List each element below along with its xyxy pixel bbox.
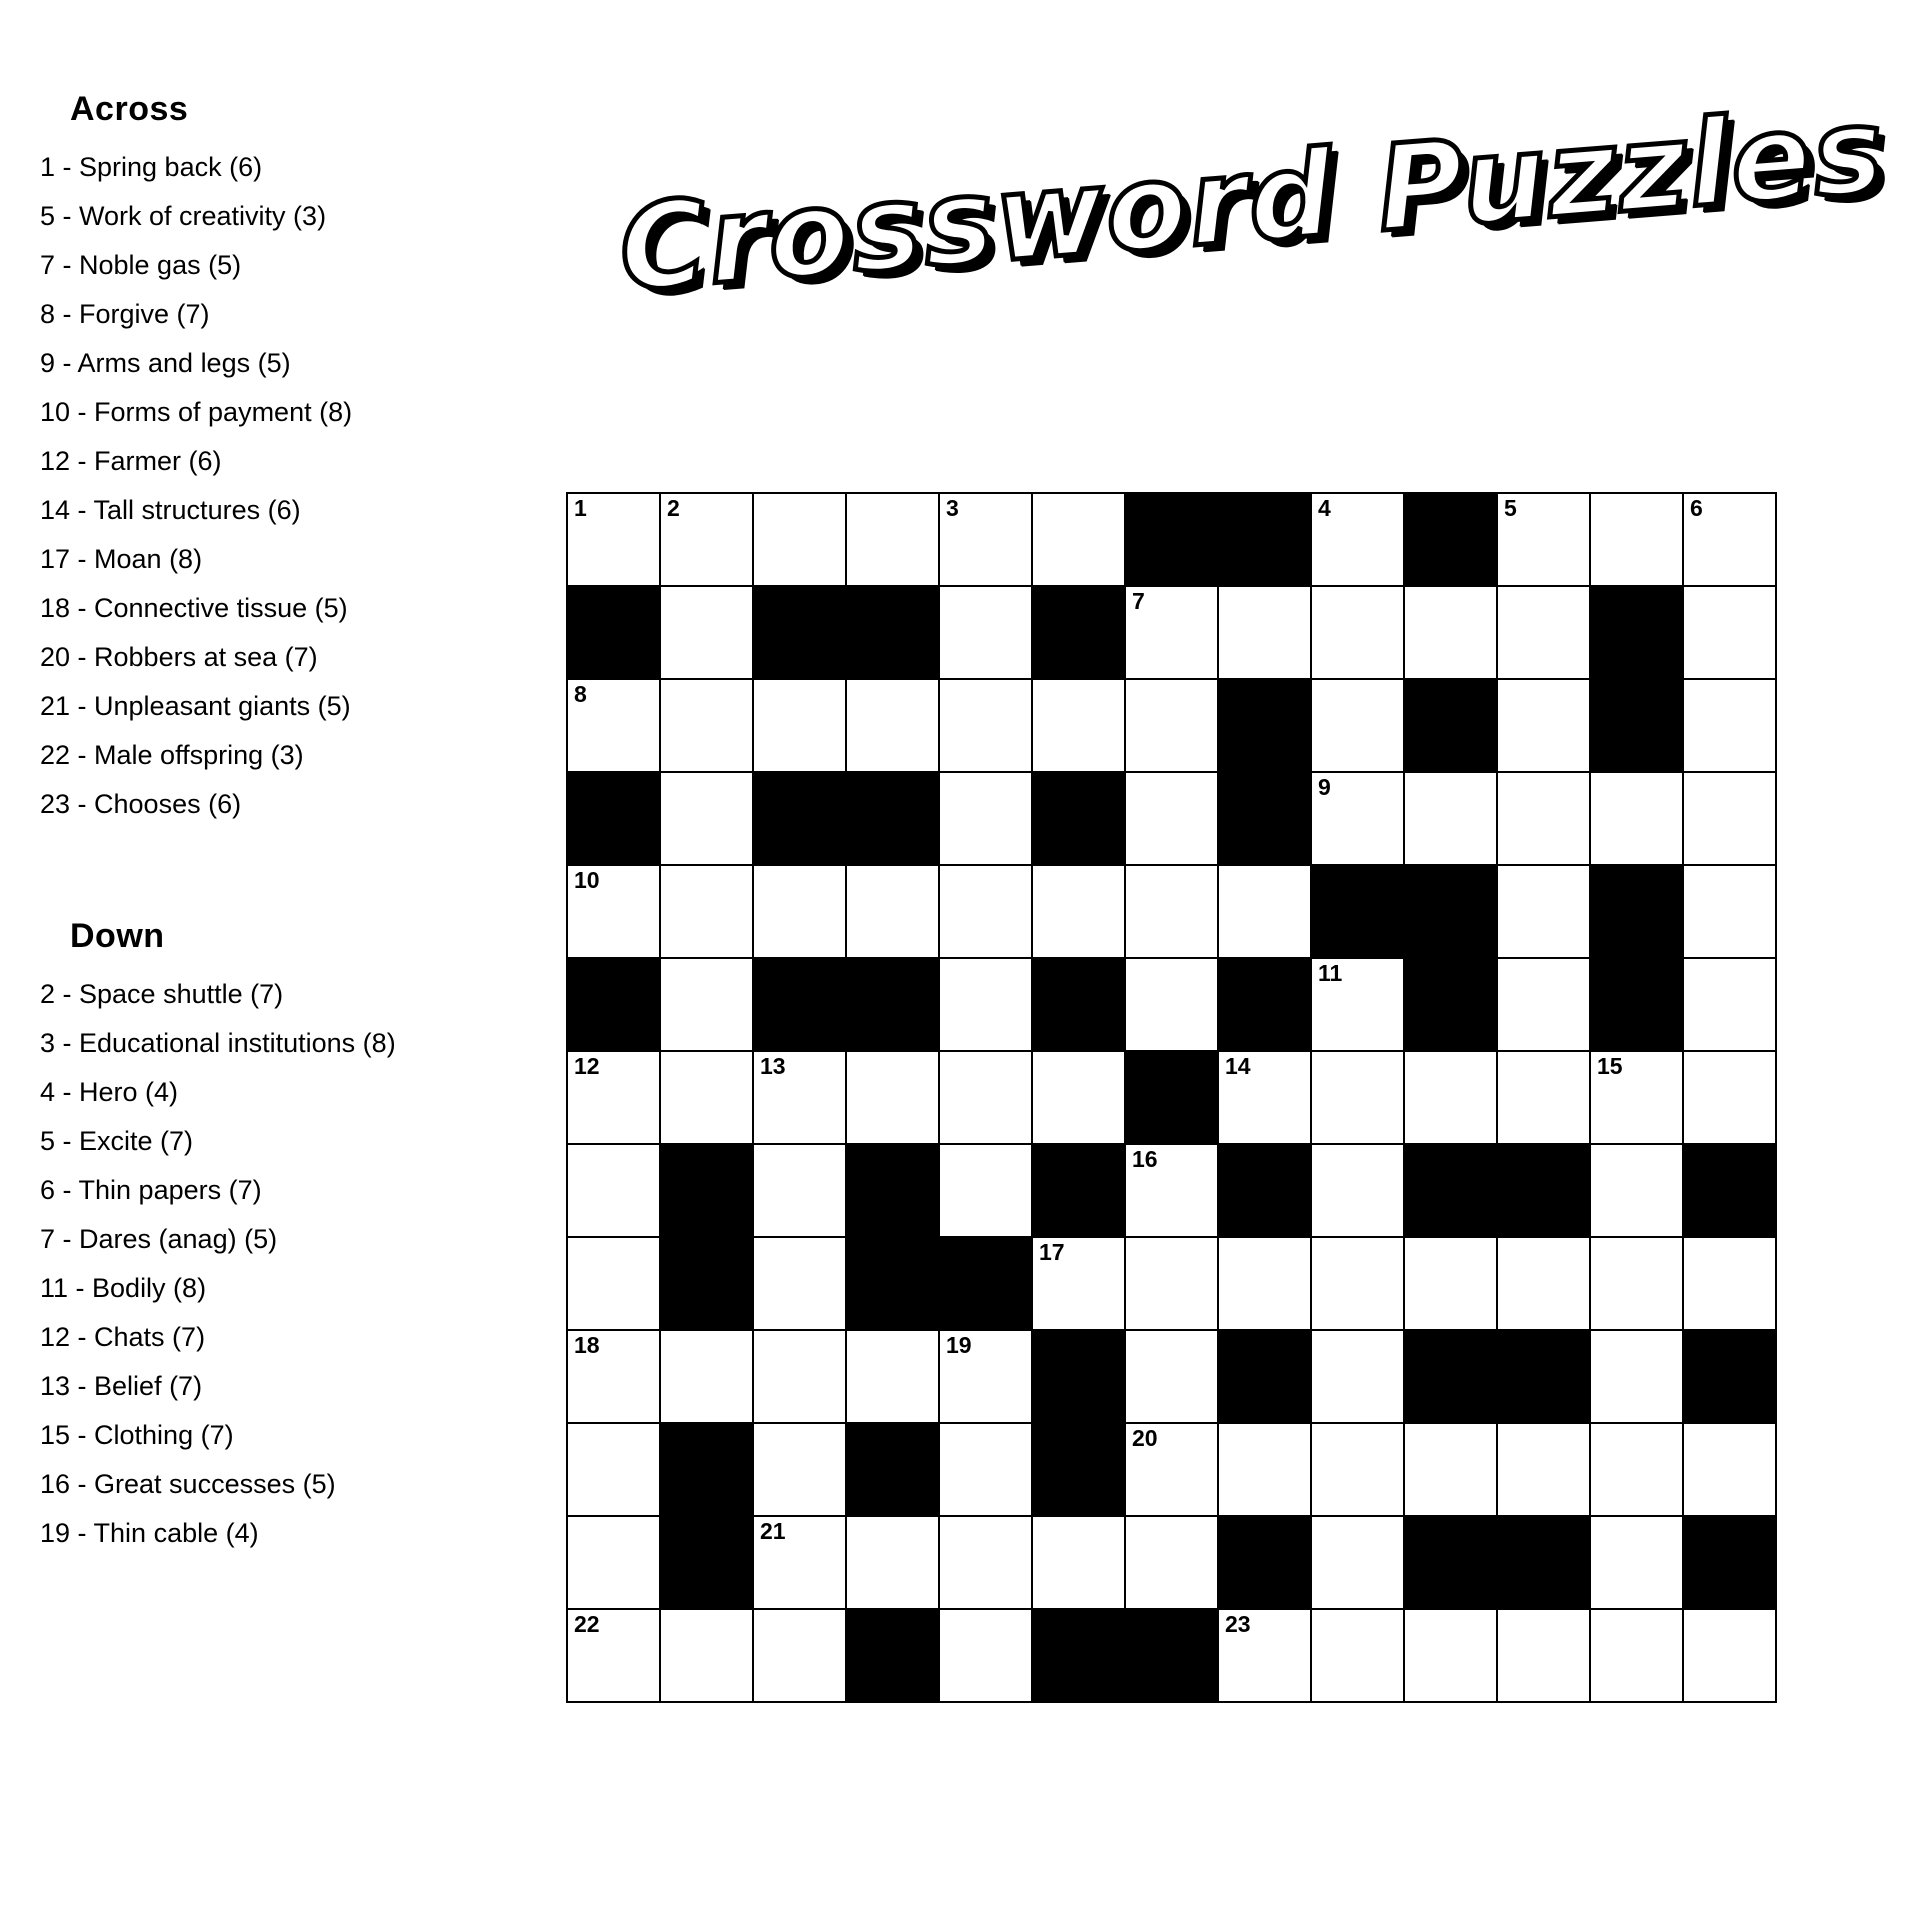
page-title: Crossword Puzzles [614, 80, 1891, 318]
cell-number: 9 [1318, 774, 1331, 800]
cell-number: 8 [574, 681, 587, 707]
grid-cell[interactable] [1683, 586, 1776, 679]
grid-block-cell [1032, 1609, 1125, 1702]
grid-cell[interactable] [1590, 1609, 1683, 1702]
grid-block-cell [1032, 1423, 1125, 1516]
grid-cell[interactable] [939, 1051, 1032, 1144]
clue-item[interactable]: 11 - Bodily (8) [40, 1273, 207, 1303]
grid-cell[interactable] [939, 586, 1032, 679]
grid-row [567, 958, 1776, 1051]
grid-cell[interactable] [1683, 1423, 1776, 1516]
grid-block-cell [846, 1423, 939, 1516]
grid-cell[interactable] [939, 865, 1032, 958]
grid-cell[interactable] [939, 679, 1032, 772]
grid-cell[interactable] [753, 1237, 846, 1330]
grid-block-cell [1497, 1330, 1590, 1423]
across-heading: Across [70, 90, 189, 128]
grid-block-cell [1683, 1516, 1776, 1609]
grid-cell[interactable] [1032, 493, 1125, 586]
grid-block-cell [1683, 1144, 1776, 1237]
down-clue-list [40, 970, 510, 1558]
grid-cell[interactable] [753, 1609, 846, 1702]
grid-cell[interactable] [939, 1423, 1032, 1516]
grid-cell[interactable] [1683, 493, 1776, 586]
grid-cell[interactable] [1125, 958, 1218, 1051]
grid-cell[interactable] [1125, 679, 1218, 772]
clue-item[interactable]: 18 - Connective tissue (5) [40, 593, 348, 623]
cell-number: 18 [574, 1332, 600, 1358]
cell-number: 5 [1504, 495, 1517, 521]
grid-cell[interactable] [1497, 1609, 1590, 1702]
grid-cell[interactable] [1497, 958, 1590, 1051]
grid-cell[interactable] [846, 1330, 939, 1423]
grid-cell[interactable] [1497, 679, 1590, 772]
grid-block-cell [1032, 586, 1125, 679]
grid-cell[interactable] [567, 1516, 660, 1609]
grid-block-cell [846, 1609, 939, 1702]
grid-row [567, 679, 1776, 772]
clue-item[interactable]: 8 - Forgive (7) [40, 299, 210, 329]
grid-block-cell [1218, 772, 1311, 865]
grid-block-cell [846, 772, 939, 865]
grid-cell[interactable] [939, 1609, 1032, 1702]
cell-number: 7 [1132, 588, 1145, 614]
grid-cell[interactable] [1590, 1237, 1683, 1330]
grid-block-cell [939, 1237, 1032, 1330]
grid-cell[interactable] [1404, 1051, 1497, 1144]
grid-cell[interactable] [567, 679, 660, 772]
grid-block-cell [567, 772, 660, 865]
cell-number: 22 [574, 1611, 600, 1637]
cell-number: 23 [1225, 1611, 1251, 1637]
grid-cell[interactable] [1032, 1051, 1125, 1144]
grid-cell[interactable] [1311, 679, 1404, 772]
grid-cell[interactable] [1311, 1609, 1404, 1702]
grid-block-cell [1404, 958, 1497, 1051]
cell-number: 17 [1039, 1239, 1065, 1265]
grid-cell[interactable] [660, 958, 753, 1051]
grid-block-cell [846, 958, 939, 1051]
clue-item[interactable]: 13 - Belief (7) [40, 1371, 203, 1401]
cell-number: 11 [1318, 960, 1343, 986]
grid-cell[interactable] [1032, 1516, 1125, 1609]
grid-cell[interactable] [1311, 772, 1404, 865]
grid-row [567, 586, 1776, 679]
grid-cell[interactable] [567, 865, 660, 958]
clue-item[interactable]: 7 - Noble gas (5) [40, 250, 242, 280]
grid-cell[interactable] [846, 1516, 939, 1609]
grid-cell[interactable] [753, 1516, 846, 1609]
grid-cell[interactable] [1311, 1237, 1404, 1330]
cell-number: 1 [574, 495, 587, 521]
clue-item[interactable]: 2 - Space shuttle (7) [40, 979, 284, 1009]
grid-cell[interactable] [1125, 772, 1218, 865]
down-heading: Down [70, 917, 165, 955]
grid-cell[interactable] [1311, 1051, 1404, 1144]
grid-cell[interactable] [1683, 1237, 1776, 1330]
cell-number: 12 [574, 1053, 600, 1079]
clue-item[interactable]: 6 - Thin papers (7) [40, 1175, 262, 1205]
grid-cell[interactable] [1404, 1423, 1497, 1516]
grid-block-cell [1218, 958, 1311, 1051]
grid-block-cell [753, 586, 846, 679]
grid-cell[interactable] [753, 1423, 846, 1516]
grid-block-cell [1125, 1609, 1218, 1702]
grid-block-cell [753, 958, 846, 1051]
cell-number: 19 [946, 1332, 972, 1358]
grid-cell[interactable] [1032, 1237, 1125, 1330]
clue-item[interactable]: 5 - Work of creativity (3) [40, 201, 327, 231]
grid-cell[interactable] [1590, 1051, 1683, 1144]
grid-cell[interactable] [1404, 1237, 1497, 1330]
grid-block-cell [1218, 1516, 1311, 1609]
clue-item[interactable]: 4 - Hero (4) [40, 1077, 179, 1107]
grid-cell[interactable] [753, 679, 846, 772]
grid-block-cell [567, 958, 660, 1051]
grid-block-cell [1497, 1516, 1590, 1609]
grid-block-cell [1404, 679, 1497, 772]
grid-cell[interactable] [1311, 1330, 1404, 1423]
cell-number: 10 [574, 867, 600, 893]
grid-cell[interactable] [1590, 772, 1683, 865]
cell-number: 16 [1132, 1146, 1158, 1172]
grid-cell[interactable] [660, 1330, 753, 1423]
grid-block-cell [846, 1237, 939, 1330]
grid-cell[interactable] [1311, 1423, 1404, 1516]
grid-block-cell [1032, 772, 1125, 865]
clue-item[interactable]: 21 - Unpleasant giants (5) [40, 691, 351, 721]
clue-item[interactable]: 22 - Male offspring (3) [40, 740, 304, 770]
grid-block-cell [1590, 865, 1683, 958]
clue-panel [40, 90, 510, 1558]
grid-cell[interactable] [753, 1144, 846, 1237]
cell-number: 4 [1318, 495, 1331, 521]
grid-row [567, 1144, 1776, 1237]
grid-cell[interactable] [660, 586, 753, 679]
grid-block-cell [846, 1144, 939, 1237]
clue-item[interactable]: 15 - Clothing (7) [40, 1420, 234, 1450]
title-banner [600, 80, 1900, 370]
grid-cell[interactable] [1404, 1609, 1497, 1702]
grid-cell[interactable] [567, 1237, 660, 1330]
grid-block-cell [1590, 586, 1683, 679]
grid-cell[interactable] [660, 865, 753, 958]
grid-cell[interactable] [939, 1330, 1032, 1423]
grid-cell[interactable] [1125, 586, 1218, 679]
crossword-grid[interactable] [566, 492, 1777, 1703]
grid-cell[interactable] [1311, 1516, 1404, 1609]
grid-row [567, 1051, 1776, 1144]
grid-cell[interactable] [1683, 958, 1776, 1051]
grid-block-cell [1590, 679, 1683, 772]
grid-block-cell [1032, 1330, 1125, 1423]
grid-block-cell [1032, 1144, 1125, 1237]
cell-number: 21 [760, 1518, 786, 1544]
grid-row [567, 772, 1776, 865]
grid-block-cell [1218, 493, 1311, 586]
grid-cell[interactable] [1311, 958, 1404, 1051]
clue-item[interactable]: 12 - Chats (7) [40, 1322, 206, 1352]
grid-row [567, 493, 1776, 586]
grid-cell[interactable] [1590, 1516, 1683, 1609]
grid-block-cell [660, 1144, 753, 1237]
cell-number: 3 [946, 495, 959, 521]
grid-cell[interactable] [567, 1423, 660, 1516]
grid-cell[interactable] [1311, 493, 1404, 586]
clue-item[interactable]: 7 - Dares (anag) (5) [40, 1224, 278, 1254]
cell-number: 2 [667, 495, 680, 521]
grid-cell[interactable] [939, 1144, 1032, 1237]
grid-cell[interactable] [846, 679, 939, 772]
clue-item[interactable]: 10 - Forms of payment (8) [40, 397, 353, 427]
grid-cell[interactable] [939, 493, 1032, 586]
grid-cell[interactable] [1497, 865, 1590, 958]
grid-block-cell [1590, 958, 1683, 1051]
grid-cell[interactable] [1683, 1051, 1776, 1144]
cell-number: 20 [1132, 1425, 1158, 1451]
grid-cell[interactable] [1218, 1423, 1311, 1516]
clue-item[interactable]: 1 - Spring back (6) [40, 152, 263, 182]
grid-cell[interactable] [1683, 679, 1776, 772]
grid-cell[interactable] [1683, 772, 1776, 865]
grid-block-cell [660, 1516, 753, 1609]
grid-cell[interactable] [939, 772, 1032, 865]
grid-block-cell [660, 1423, 753, 1516]
grid-block-cell [1311, 865, 1404, 958]
grid-cell[interactable] [753, 1330, 846, 1423]
grid-block-cell [1404, 865, 1497, 958]
grid-cell[interactable] [1497, 586, 1590, 679]
grid-cell[interactable] [660, 1051, 753, 1144]
grid-block-cell [1497, 1144, 1590, 1237]
grid-cell[interactable] [846, 865, 939, 958]
clue-item[interactable]: 3 - Educational institutions (8) [40, 1028, 396, 1058]
cell-number: 15 [1597, 1053, 1623, 1079]
grid-cell[interactable] [1218, 586, 1311, 679]
grid-cell[interactable] [1125, 1237, 1218, 1330]
cell-number: 13 [760, 1053, 786, 1079]
grid-block-cell [846, 586, 939, 679]
grid-block-cell [1032, 958, 1125, 1051]
grid-cell[interactable] [1218, 1051, 1311, 1144]
grid-cell[interactable] [567, 1609, 660, 1702]
grid-cell[interactable] [1311, 586, 1404, 679]
grid-block-cell [1218, 1330, 1311, 1423]
clue-item[interactable]: 17 - Moan (8) [40, 544, 203, 574]
grid-cell[interactable] [1218, 1609, 1311, 1702]
grid-block-cell [567, 586, 660, 679]
grid-cell[interactable] [660, 1609, 753, 1702]
grid-cell[interactable] [1125, 1423, 1218, 1516]
grid-cell[interactable] [1497, 1423, 1590, 1516]
cell-number: 14 [1225, 1053, 1251, 1079]
grid-cell[interactable] [660, 772, 753, 865]
grid-cell[interactable] [1497, 1051, 1590, 1144]
grid-cell[interactable] [1497, 493, 1590, 586]
grid-cell[interactable] [1125, 1144, 1218, 1237]
grid-block-cell [1404, 1516, 1497, 1609]
clue-item[interactable]: 20 - Robbers at sea (7) [40, 642, 318, 672]
grid-cell[interactable] [1125, 1330, 1218, 1423]
grid-block-cell [1404, 1330, 1497, 1423]
grid-cell[interactable] [846, 493, 939, 586]
grid-cell[interactable] [939, 958, 1032, 1051]
grid-cell[interactable] [753, 865, 846, 958]
grid-cell[interactable] [939, 1516, 1032, 1609]
grid-cell[interactable] [1497, 1237, 1590, 1330]
grid-cell[interactable] [753, 1051, 846, 1144]
grid-block-cell [1125, 493, 1218, 586]
grid-cell[interactable] [1218, 1237, 1311, 1330]
grid-cell[interactable] [1404, 586, 1497, 679]
grid-block-cell [1125, 1051, 1218, 1144]
clue-item[interactable]: 23 - Chooses (6) [40, 789, 242, 819]
clue-item[interactable]: 16 - Great successes (5) [40, 1469, 336, 1499]
grid-cell[interactable] [1125, 1516, 1218, 1609]
grid-cell[interactable] [1497, 772, 1590, 865]
grid-row [567, 1609, 1776, 1702]
grid-cell[interactable] [567, 1330, 660, 1423]
grid-cell[interactable] [1125, 865, 1218, 958]
clue-item[interactable]: 9 - Arms and legs (5) [40, 348, 291, 378]
grid-cell[interactable] [753, 493, 846, 586]
grid-block-cell [1404, 493, 1497, 586]
clue-item[interactable]: 5 - Excite (7) [40, 1126, 194, 1156]
grid-cell[interactable] [567, 493, 660, 586]
grid-row [567, 1330, 1776, 1423]
grid-cell[interactable] [846, 1051, 939, 1144]
grid-cell[interactable] [1590, 1423, 1683, 1516]
grid-cell[interactable] [1590, 493, 1683, 586]
grid-cell[interactable] [1218, 865, 1311, 958]
cell-number: 6 [1690, 495, 1703, 521]
grid-cell[interactable] [1311, 1144, 1404, 1237]
grid-row [567, 1423, 1776, 1516]
grid-cell[interactable] [660, 679, 753, 772]
clue-item[interactable]: 14 - Tall structures (6) [40, 495, 301, 525]
grid-block-cell [753, 772, 846, 865]
grid-block-cell [1683, 1330, 1776, 1423]
grid-block-cell [1218, 679, 1311, 772]
grid-row [567, 1237, 1776, 1330]
clue-item[interactable]: 12 - Farmer (6) [40, 446, 222, 476]
grid-row [567, 1516, 1776, 1609]
grid-block-cell [1404, 1144, 1497, 1237]
grid-cell[interactable] [567, 1051, 660, 1144]
grid-block-cell [1218, 1144, 1311, 1237]
grid-cell[interactable] [1683, 1609, 1776, 1702]
grid-cell[interactable] [567, 1144, 660, 1237]
across-clue-list [40, 143, 510, 829]
grid-cell[interactable] [1590, 1144, 1683, 1237]
grid-cell[interactable] [1683, 865, 1776, 958]
clue-item[interactable]: 19 - Thin cable (4) [40, 1518, 259, 1548]
grid-cell[interactable] [660, 493, 753, 586]
grid-cell[interactable] [1590, 1330, 1683, 1423]
grid-row [567, 865, 1776, 958]
grid-cell[interactable] [1032, 679, 1125, 772]
grid-cell[interactable] [1032, 865, 1125, 958]
grid-cell[interactable] [1404, 772, 1497, 865]
grid-block-cell [660, 1237, 753, 1330]
